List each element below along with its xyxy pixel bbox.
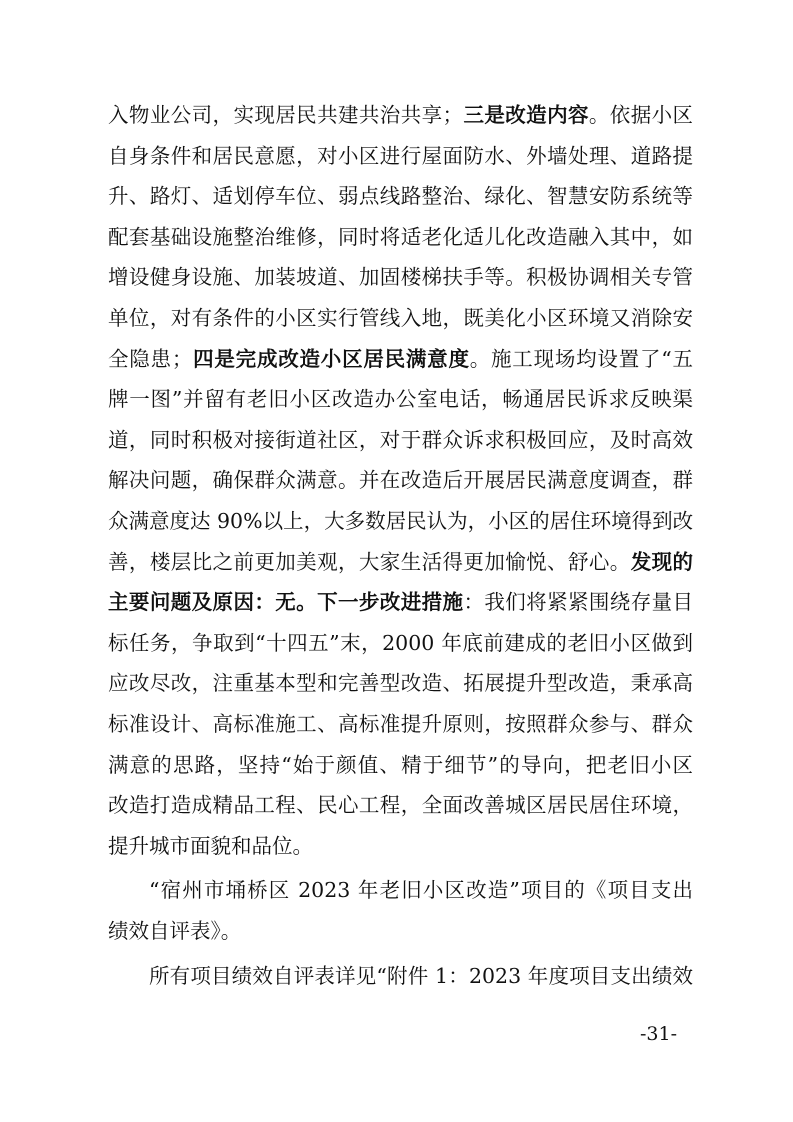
bold-text-run: 三是改造内容 [463,103,589,127]
page-number: -31- [640,1023,678,1045]
text-run: 。施工现场均设置了“五 [469,346,693,371]
text-run: 解决问题，确保群众满意。并在改造后开展居民满意度调查，群 [108,468,693,493]
text-run: 众满意度达 90%以上，大多数居民认为，小区的居住环境得到改 [108,509,693,533]
text-line [108,136,693,176]
text-run: 道，同时积极对接街道社区，对于群众诉求积极回应，及时高效 [108,427,693,452]
text-run: “宿州市埇桥区 2023 年老旧小区改造”项目的《项目支出 [149,878,693,903]
text-line [108,623,693,663]
text-run: 绩效自评表》。 [108,919,242,943]
text-line [108,663,693,703]
text-run: 提升城市面貌和品位。 [108,833,313,858]
text-line [108,339,693,379]
text-run: 自身条件和居民意愿，对小区进行屋面防水、外墙处理、道路提 [108,143,693,168]
text-run: 所有项目绩效自评表详见“附件 1：2023 年度项目支出绩效 [149,963,693,988]
text-line [108,298,693,338]
text-run: 牌一图”并留有老旧小区改造办公室电话，畅通居民诉求反映渠 [108,387,693,412]
text-run: 单位，对有条件的小区实行管线入地，既美化小区环境又消除安 [108,306,693,330]
text-run: ：我们将紧紧围绕存量目 [463,590,693,615]
text-line [108,911,693,951]
bold-text-run: 主要问题及原因：无。下一步改进措施 [108,590,464,615]
text-line [108,785,693,825]
text-line [108,176,693,216]
text-line [108,257,693,297]
text-run: 。依据小区 [588,103,693,127]
text-line [149,956,693,996]
bold-text-run: 发现的 [630,549,693,574]
text-line [108,826,693,866]
text-run: 增设健身设施、加装坡道、加固楼梯扶手等。积极协调相关专管 [108,265,693,290]
bold-text-run: 四是完成改造小区居民满意度 [192,346,470,371]
text-line [108,582,693,622]
text-line [108,217,693,257]
text-run: 升、路灯、适划停车位、弱点线路整治、绿化、智慧安防系统等 [108,184,693,209]
text-line [108,501,693,541]
text-line [108,542,693,582]
text-run: 全隐患； [108,346,193,371]
text-run: 善，楼层比之前更加美观，大家生活得更加愉悦、舒心。 [108,549,631,574]
text-run: 改造打造成精品工程、民心工程，全面改善城区居民居住环境， [108,793,693,818]
text-line [108,460,693,500]
text-line [108,95,693,135]
text-run: 应改尽改，注重基本型和完善型改造、拓展提升型改造，秉承高 [108,671,693,696]
text-line [149,870,693,910]
text-line [108,420,693,460]
text-run: 满意的思路，坚持“始于颜值、精于细节”的导向，把老旧小区 [108,752,693,777]
text-line [108,745,693,785]
text-run: 标任务，争取到“十四五”末，2000 年底前建成的老旧小区做到 [108,630,693,655]
text-run: 入物业公司，实现居民共建共治共享； [108,103,464,127]
text-run: 标准设计、高标准施工、高标准提升原则，按照群众参与、群众 [108,712,693,736]
text-line [108,704,693,744]
text-run: 配套基础设施整治维修，同时将适老化适儿化改造融入其中，如 [108,224,693,249]
text-line [108,379,693,419]
